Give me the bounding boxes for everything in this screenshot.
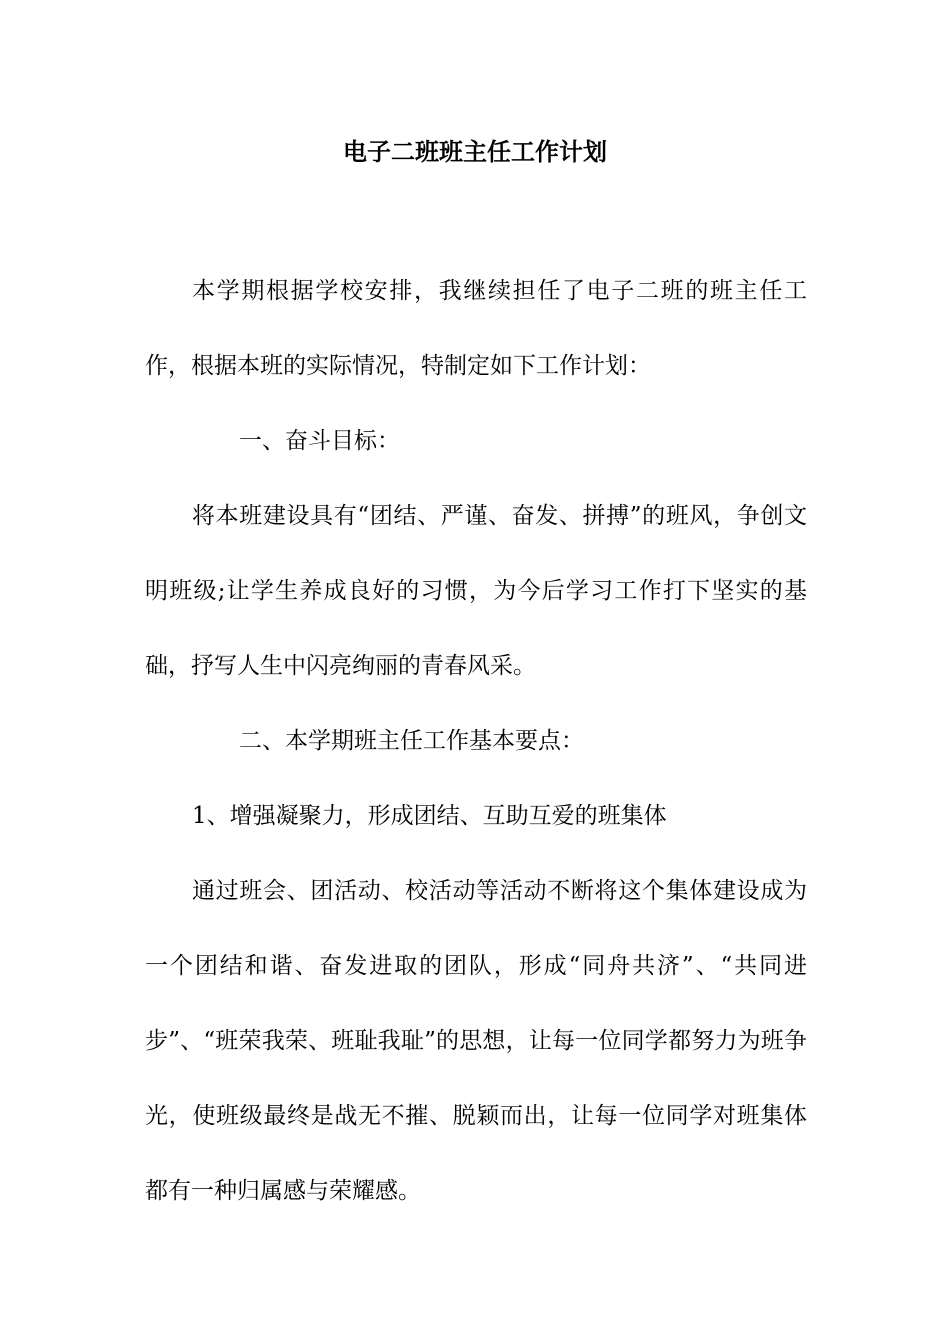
subheading-cohesion: 1、增强凝聚力，形成团结、互助互爱的班集体 <box>192 803 667 829</box>
document-body <box>145 254 807 1229</box>
goals-paragraph: 将本班建设具有“团结、严谨、奋发、拼搏”的班风，争创文明班级;让学生养成良好的习惯，为今后学习工作打下坚实的基础，抒写人生中闪亮绚丽的青春风采。 <box>145 503 807 679</box>
section-heading-goals: 一、奋斗目标： <box>239 428 400 454</box>
document-title: 电子二班班主任工作计划 <box>343 137 607 166</box>
intro-paragraph: 本学期根据学校安排，我继续担任了电子二班的班主任工作，根据本班的实际情况，特制定如下工作计划： <box>145 278 807 379</box>
cohesion-paragraph: 通过班会、团活动、校活动等活动不断将这个集体建设成为一个团结和谐、奋发进取的团队，形成“同舟共济”、“共同进步”、“班荣我荣、班耻我耻”的思想，让每一位同学都努力为班争光，使班级最终是战无不摧、脱颖而出，让每一位同学对班集体都有一种归属感与荣耀感。 <box>145 878 807 1204</box>
section-heading-key-points: 二、本学期班主任工作基本要点： <box>239 728 584 754</box>
